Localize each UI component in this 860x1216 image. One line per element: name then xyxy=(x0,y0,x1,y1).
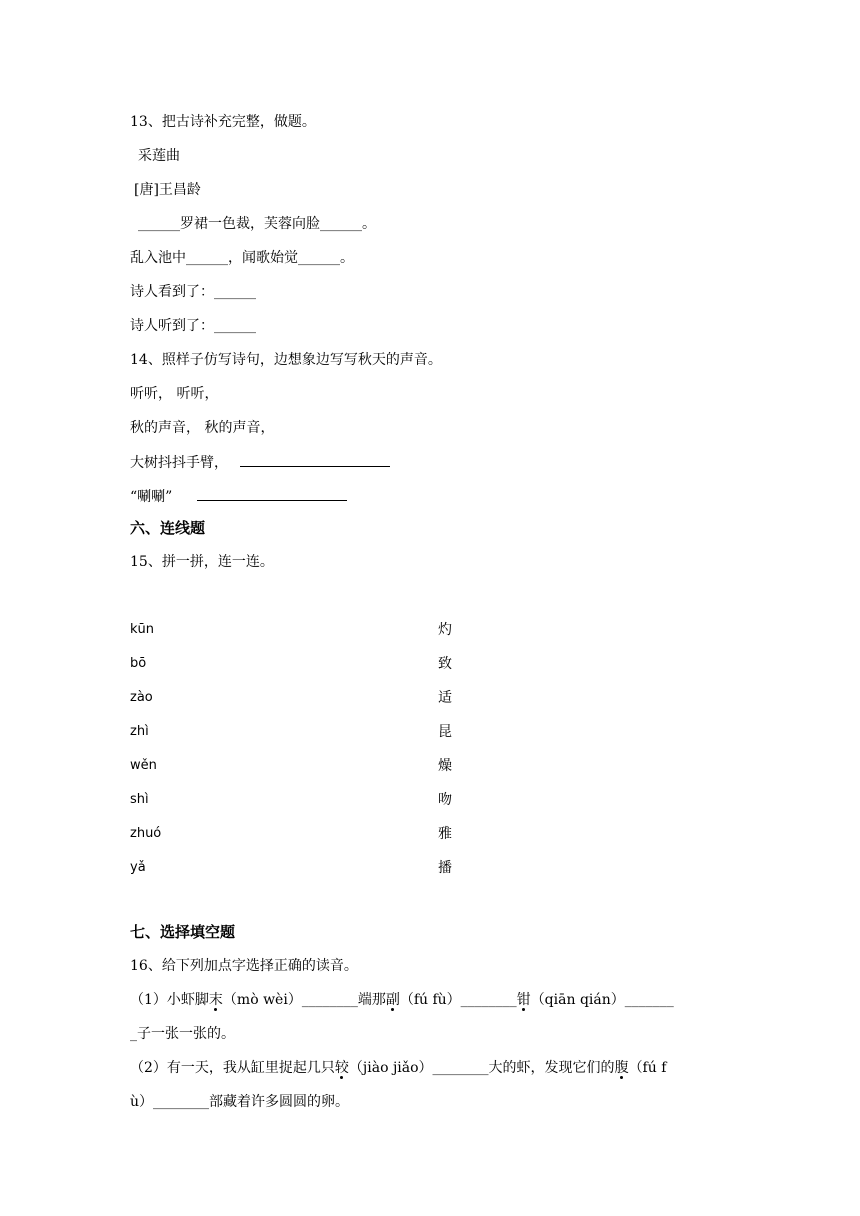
q16-p2-text: （fú f xyxy=(628,1060,667,1076)
dotted-char: 腹 xyxy=(614,1060,629,1076)
dotted-char: 副 xyxy=(385,992,400,1008)
poem-author: [唐]王昌龄 xyxy=(134,182,201,198)
hanzi-item: 燥 xyxy=(438,758,452,774)
q16-p1-text: （mò wèi）________端那 xyxy=(222,992,386,1008)
q14-line-2: 秋的声音， 秋的声音， xyxy=(130,420,275,436)
pinyin-item: zào xyxy=(130,690,153,705)
q16-p2-text: （jiào jiǎo）________大的虾，发现它们的 xyxy=(348,1060,615,1076)
poem-line-1: ______罗裙一色裁，芙蓉向脸______。 xyxy=(138,216,376,232)
pinyin-item: bō xyxy=(130,656,147,671)
section-6-heading: 六、连线题 xyxy=(130,519,206,537)
hanzi-item: 致 xyxy=(438,656,452,672)
hanzi-item: 灼 xyxy=(438,622,452,638)
q14-line-1: 听听， 听听， xyxy=(130,386,219,402)
q16-part-1-cont: _子一张一张的。 xyxy=(130,1026,235,1042)
pinyin-item: zhuó xyxy=(130,826,162,841)
q16-p2-text: （2）有一天，我从缸里捉起几只 xyxy=(130,1060,335,1076)
dotted-char: 钳 xyxy=(516,992,531,1008)
q16-p1-text: （1）小虾脚 xyxy=(130,992,209,1008)
hanzi-item: 适 xyxy=(438,690,452,706)
q13-see: 诗人看到了：______ xyxy=(130,284,256,300)
q14-line-4 xyxy=(130,486,347,507)
pinyin-item: shì xyxy=(130,792,149,807)
q13-hear: 诗人听到了：______ xyxy=(130,318,256,334)
q14-line-3-text: 大树抖抖手臂， xyxy=(130,455,228,471)
q14-line-3 xyxy=(130,452,390,473)
pinyin-item: kūn xyxy=(130,622,155,637)
answer-blank xyxy=(240,452,390,467)
q16-part-2-cont: ù）________部藏着许多圆圆的卵。 xyxy=(130,1094,350,1110)
q16-p1-text: （fú fù）________ xyxy=(399,992,517,1008)
q15-title: 15、拼一拼，连一连。 xyxy=(130,554,274,570)
pinyin-item: yǎ xyxy=(130,860,146,875)
q16-p1-text: （qiān qián）_______ xyxy=(530,992,674,1008)
poem-title: 采莲曲 xyxy=(138,148,180,164)
pinyin-item: zhì xyxy=(130,724,149,739)
dotted-char: 较 xyxy=(334,1060,349,1076)
answer-blank xyxy=(197,486,347,501)
q16-part-1 xyxy=(130,990,674,1010)
dotted-char: 末 xyxy=(208,992,223,1008)
q14-title: 14、照样子仿写诗句，边想象边写写秋天的声音。 xyxy=(130,352,442,368)
hanzi-item: 吻 xyxy=(438,792,452,808)
section-7-heading: 七、选择填空题 xyxy=(130,923,236,941)
q13-title: 13、把古诗补充完整，做题。 xyxy=(130,114,316,130)
q14-line-4-text: “唰唰” xyxy=(130,489,173,505)
hanzi-item: 雅 xyxy=(438,826,452,842)
q16-title: 16、给下列加点字选择正确的读音。 xyxy=(130,958,358,974)
hanzi-item: 昆 xyxy=(438,724,452,740)
poem-line-2: 乱入池中______，闻歌始觉______。 xyxy=(130,250,354,266)
q16-part-2 xyxy=(130,1058,666,1078)
hanzi-item: 播 xyxy=(438,860,452,876)
pinyin-item: wěn xyxy=(130,758,157,773)
